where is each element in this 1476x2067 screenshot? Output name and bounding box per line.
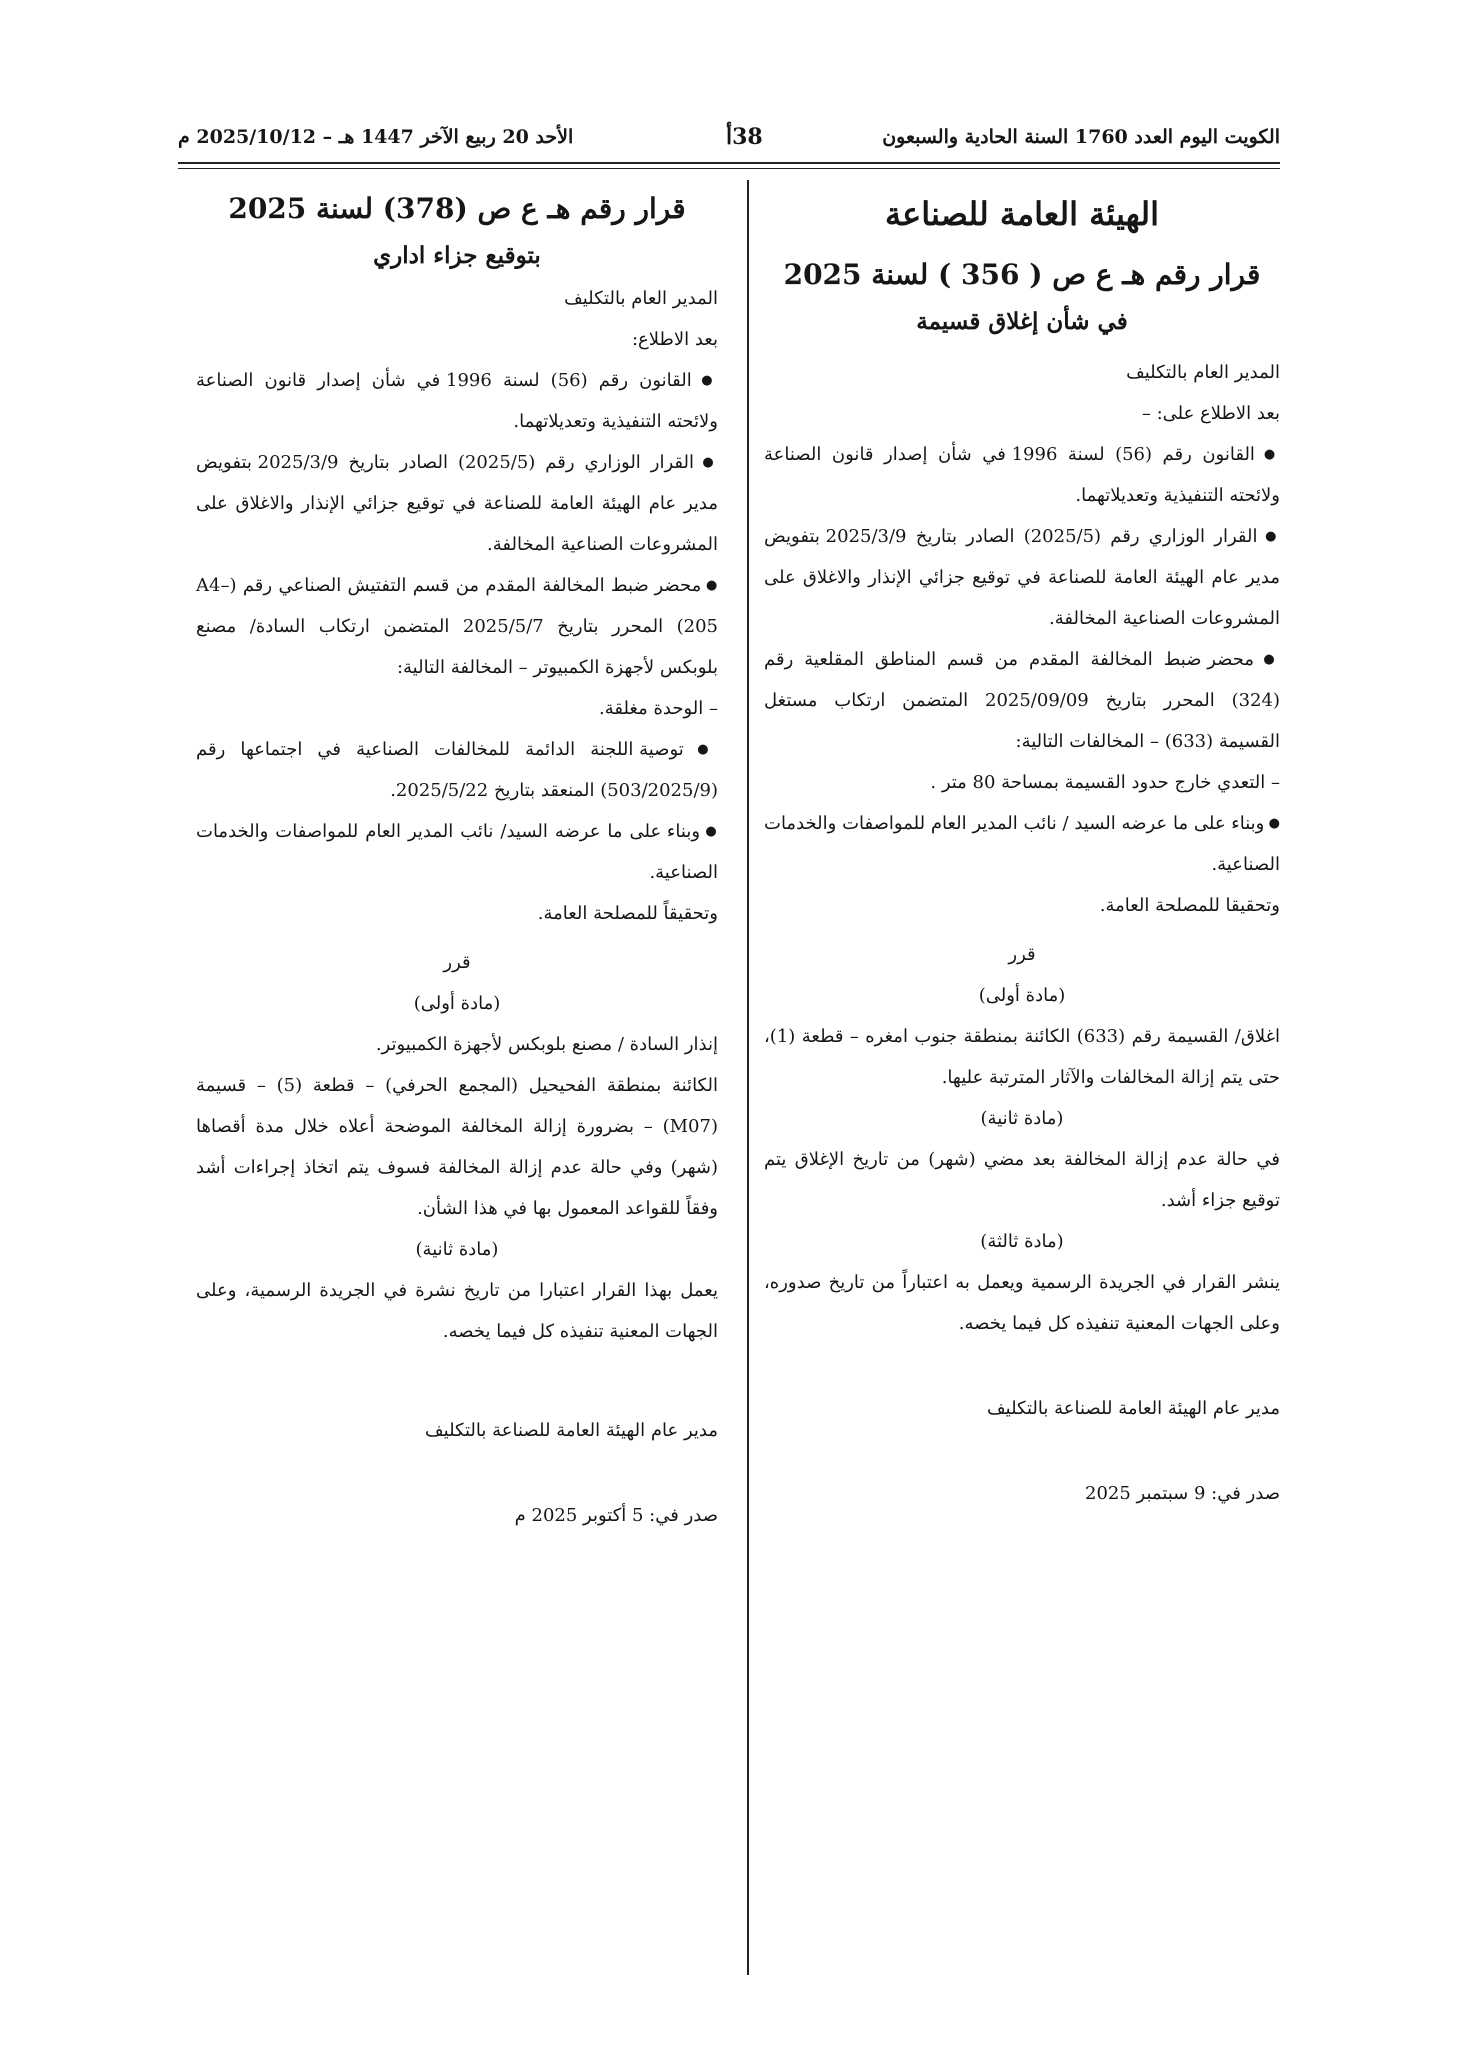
authority-heading: الهيئة العامة للصناعة xyxy=(884,195,1159,233)
header-rule-thin xyxy=(178,168,1280,169)
violation-item: – التعدي خارج حدود القسيمة بمساحة 80 متر . xyxy=(930,772,1280,793)
article-3-text: ينشر القرار في الجريدة الرسمية ويعمل به اعتباراً من تاريخ صدوره، وعلى الجهات المعنية تنفيذه كل فيما يخصه. xyxy=(764,1272,1280,1334)
public-interest: وتحقيقاً للمصلحة العامة. xyxy=(537,903,718,924)
decided-heading: قرر xyxy=(443,952,471,973)
signature: مدير عام الهيئة العامة للصناعة بالتكليف xyxy=(987,1398,1280,1419)
recital-committee-recommendation: ● توصية اللجنة الدائمة للمخالفات الصناعية في اجتماعها رقم (503/2025/9) المنعقد بتاريخ 2025/5/22. xyxy=(196,729,718,811)
issuer: المدير العام بالتكليف xyxy=(564,288,718,309)
page-header xyxy=(178,120,1280,158)
public-interest: وتحقيقا للمصلحة العامة. xyxy=(1099,895,1280,916)
decision-subject: في شأن إغلاق قسيمة xyxy=(916,308,1128,335)
decided-heading: قرر xyxy=(1008,944,1036,965)
issue-date: صدر في: 5 أكتوبر 2025 م xyxy=(514,1505,718,1526)
recital-law: ● القانون رقم (56) لسنة 1996 في شأن إصدار قانون الصناعة ولائحته التنفيذية وتعديلاتهما. xyxy=(196,360,718,442)
article-2-heading: (مادة ثانية) xyxy=(415,1239,499,1260)
header-page-number: 38أ xyxy=(726,124,763,150)
recital-law: ● القانون رقم (56) لسنة 1996 في شأن إصدار قانون الصناعة ولائحته التنفيذية وتعديلاتهما. xyxy=(764,434,1280,516)
recital-ministerial-decision: ● القرار الوزاري رقم (2025/5) الصادر بتاريخ 2025/3/9 بتفويض مدير عام الهيئة العامة للصناعة في توقيع جزائي الإنذار والاغلاق على المشروعات الصناعية المخالفة. xyxy=(196,442,718,565)
recital-violation-report: ● محضر ضبط المخالفة المقدم من قسم المناطق المقلعية رقم (324) المحرر بتاريخ 2025/09/09 المتضمن ارتكاب مستغل القسيمة (633) – المخالفات التالية: xyxy=(764,639,1280,762)
recital-violation-report: ● محضر ضبط المخالفة المقدم من قسم التفتيش الصناعي رقم (A4–205) المحرر بتاريخ 2025/5/7 المتضمن ارتكاب السادة/ مصنع بلوبكس لأجهزة الكمبيوتر – المخالفة التالية: xyxy=(196,565,718,688)
recital-ministerial-decision: ● القرار الوزاري رقم (2025/5) الصادر بتاريخ 2025/3/9 بتفويض مدير عام الهيئة العامة للصناعة في توقيع جزائي الإنذار والاغلاق على المشروعات الصناعية المخالفة. xyxy=(764,516,1280,639)
article-1-line: إنذار السادة / مصنع بلوبكس لأجهزة الكمبيوتر. xyxy=(375,1034,718,1055)
article-1-text: الكائنة بمنطقة الفحيحيل (المجمع الحرفي) – قطعة (5) – قسيمة (M07) – بضرورة إزالة المخالفة الموضحة أعلاه خلال مدة أقصاها (شهر) وفي حالة عدم إزالة المخالفة فسوف يتم اتخاذ إجراءات أشد وفقاً للقواعد المعمول بها في هذا الشأن. xyxy=(196,1075,718,1219)
column-divider xyxy=(747,180,749,1975)
article-2-heading: (مادة ثانية) xyxy=(980,1108,1064,1129)
decision-subject: بتوقيع جزاء اداري xyxy=(373,242,541,269)
issue-date: صدر في: 9 سبتمبر 2025 xyxy=(1085,1483,1280,1504)
signature: مدير عام الهيئة العامة للصناعة بالتكليف xyxy=(425,1420,718,1441)
decision-378 xyxy=(196,180,718,1536)
issuer: المدير العام بالتكليف xyxy=(1126,362,1280,383)
decision-title: قرار رقم هـ ع ص ( 356 ) لسنة 2025 xyxy=(783,258,1261,291)
decision-356 xyxy=(764,180,1280,1514)
violation-item: – الوحدة مغلقة. xyxy=(599,698,718,719)
intro-line: بعد الاطلاع: xyxy=(631,329,718,350)
recital-proposal: ● وبناء على ما عرضه السيد/ نائب المدير العام للمواصفات والخدمات الصناعية. xyxy=(196,811,718,893)
article-3-heading: (مادة ثالثة) xyxy=(980,1231,1064,1252)
decision-title: قرار رقم هـ ع ص (378) لسنة 2025 xyxy=(228,192,686,225)
article-1-text: اغلاق/ القسيمة رقم (633) الكائنة بمنطقة جنوب امغره – قطعة (1)، حتى يتم إزالة المخالفات والآثار المترتبة عليها. xyxy=(764,1026,1280,1088)
intro-line: بعد الاطلاع على: – xyxy=(1141,403,1280,424)
article-2-text: في حالة عدم إزالة المخالفة بعد مضي (شهر) من تاريخ الإغلاق يتم توقيع جزاء أشد. xyxy=(764,1149,1280,1211)
header-issue-info: الكويت اليوم العدد 1760 السنة الحادية والسبعون xyxy=(882,126,1280,148)
article-2-text: يعمل بهذا القرار اعتبارا من تاريخ نشرة في الجريدة الرسمية، وعلى الجهات المعنية تنفيذه كل فيما يخصه. xyxy=(196,1280,718,1342)
article-1-heading: (مادة أولى) xyxy=(413,993,501,1014)
header-rule xyxy=(178,162,1280,164)
header-date: الأحد 20 ربيع الآخر 1447 هـ – 2025/10/12 م xyxy=(178,126,574,148)
recital-proposal: ● وبناء على ما عرضه السيد / نائب المدير العام للمواصفات والخدمات الصناعية. xyxy=(764,803,1280,885)
article-1-heading: (مادة أولى) xyxy=(978,985,1066,1006)
